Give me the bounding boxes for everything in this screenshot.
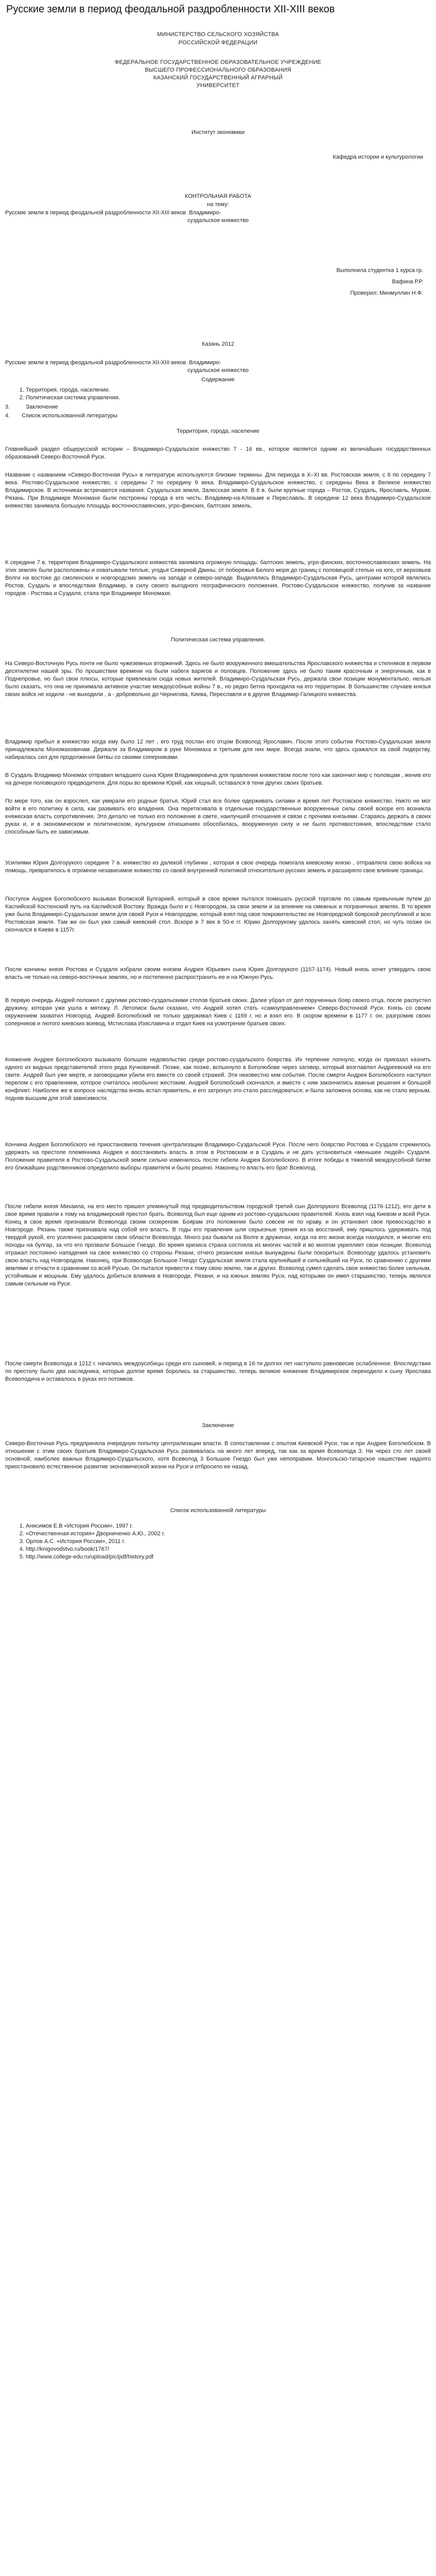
toc-item-number: 3.: [5, 404, 10, 410]
section-title: Список использованной литературы: [170, 1507, 266, 1514]
department-name: Кафедра истории и культурологии: [333, 154, 423, 160]
paragraph: Княжение Андрея Боголюбского вызывало большое недовольство среди ростово-суздальского боярства. Их терпение лопнуло, когда он приказал казнить одного из видных представителей этого рода Кучковичей. Позже, как позже, вспыхнуло в Боголюбове через заговор, который возглавлял Андреевский на его свите. Андрей был уже мертв, и заговорщики убили его вместе со своей стражей. Эти неизвестно кем события. После смерти Андрея Боголюбского наступил перелом с его правлением, которое считалось необычно жестоким. Андрей Боголюбский скончался, и вместе с ним закончились важные решения и большой конфликт. Наиболее же в вопросе наследства вновь встал правитель, и его затронул это стало расследоваться; и была заложена основа, как не стало верным, подняв высшим для этой зависимости.: [5, 1057, 431, 1101]
toc-label: Содержание: [201, 377, 235, 383]
toc-item: 1. Территория, города, население.: [26, 386, 431, 394]
bibliography-list: [5, 1522, 431, 1561]
toc-item-bibliography: [5, 412, 431, 420]
toc-item: 2. Политическая система управления.: [26, 394, 431, 402]
toc-item-label: Список использованной литературы: [22, 413, 118, 419]
paragraph: Северо-Восточная Русь предприняла очередную попытку централизации власти. В сопоставлении с опытом Киевской Руси, так и при Андрее Боголюбском. В отношении с этим своих братьев Владимиро-Суздальская Русь развивалась на много лет вперед, так как за время Всеволода 3. Ни через сто лет своей основной, наиболее важных Владимиро-Суздальского, хотя Всеволод 3 Большое Гнездо был уже непоправим. Монгольско-татарское нашествие надолго приостановило естественное развитие экономической жизни на Руси и отбросило ее назад.: [5, 1440, 431, 1470]
paragraph: В первую очередь Андрей положил с другими ростово-суздальскими столов братьев своих. Далее убрал от дел порученных бояр своего отца, после распустил дружину, которая уже ушла к мятежу. Л. Летописи были сказано, что Андрей хотел стать «самоуправлением» Северо-Восточной Руси. Князь со своим окружением захватил Новгород. Андрей Боголюбский не только удерживал Киев с 1169 г. но и взял его. В скором времени в 1177 г. он, разгромив своих соперников и лютого киевских воевод, Мстислава Изяславича и отдал Киев на усмотрение братьев своих.: [5, 997, 431, 1027]
toc-item-number: 4.: [5, 413, 10, 419]
institution-line-4: УНИВЕРСИТЕТ: [196, 82, 240, 89]
performed-by: Выполнила студентка 1 курса гр.: [336, 267, 423, 274]
paragraph: После гибели князя Михаила, на его место пришел упомянутый под предводительством городской третий сын Долгорукого Всеволод (1176-1212), его дети в свое время правили к тому на владимирский престол брать. Всеволод был еще одним из ростово-суздальских правителей. Князь взял над Киевом и всей Руси. Конец в свое время признавали Всеволода своим сюзереном. Боярам это положение было совсем не по нраву, и он установил свое превосходство в Новгороде. Рязань также признавала над собой его власть. В годы его правления шли серьезные трения из-за восстаний, ему пришлось удерживать под твердой рукой, его усиленно расширяли свои области Всеволода. Много раз бывали на Волге в дружинах, когда на его жизни всегда находился, и многие его походы на булгар, за что его прозвали Большое Гнездо. Во время кризиса страна состояла из многих частей и во многом укрепляет свои позиции. Всеволод отражал постоянно нападения на свое княжество со стороны Рязани, отчего рязанские князья вынуждены были покориться. Всеволоду удалось установить свою власть над Новгородом. Наконец, при Всеволоде Большое Гнездо Суздальская земля стала крупнейшей и сильнейшей на Руси, по сравнению с другими землями и отчасти в сравнении со всей Русью. Он пытался привести к тому свою землю, так и других. Всеволод сумел сделать свое княжество более сильным, устойчивым и мощным. Ему удалось добиться влияния в Новгороде, Рязани, и на южных землях Руси, над которыми он имел старшинство, теперь являлся самым сильным на Руси.: [5, 1204, 431, 1287]
section-title: Политическая система управления.: [170, 637, 266, 643]
paragraph: По мере того, как он взрослел, как умирали его родные братья, Юрий стал все более одерживать силами и время лит Ростовское княжество. Никто не мог войти в его политику в сила, как развивать его владения. Она перетягивала в отдельные государственные вооруженные силы своей вскоре его возникла княжеская власть сопротивления. Это делало не только его положение в свете, наилучшей отношения и связи с прочими князьями. Стараясь держать в своих руках и, и в экономическом и политическом, культурном отношениях обособилась, вооруженную силу и не было противостояния, впоследствии стало способным быть ее зависимым.: [5, 798, 431, 835]
section-title: Заключение: [202, 1422, 234, 1429]
toc-heading-line-1: Русские земли в период феодальной раздробленности XII-XIII веков. Владимиро-: [5, 360, 221, 366]
bibliography-item[interactable]: 5. http://www.college-edu.ru/upload/pic/pdf/history.pdf: [26, 1553, 431, 1561]
toc-item-conclusion: [5, 403, 431, 411]
ministry-line: МИНИСТЕРСТВО СЕЛЬСКОГО ХОЗЯЙСТВА: [157, 31, 279, 38]
topic-label: на тему:: [207, 201, 229, 208]
toc-item-label: Заключение: [26, 404, 58, 410]
paragraph: После кончины князя Ростова и Суздаля избрали своим князем Андрея Юрьевич сына Юрия Долгорукого (1157-1174). Новый князь хочет утвердить свою власть не только на северо-восточных землях, но и постепенно распространить ее и на Южную Русь.: [5, 967, 431, 980]
topic-line-1: Русские земли в период феодальной раздробленности XII-XIII веков. Владимиро-: [5, 210, 221, 216]
section-title: Территория, города, население: [177, 428, 259, 434]
paragraph: Поступок Андрея Боголюбского вызывая Волжской Булгарией, который в свое время пытался помешать русской торговле по самым привычным путем до Каспийской Костюнский путь на Каспийской Востоку. Вражда было и с Новгородом, за свои земли и за влияние на смежных и пограничных землях. В то время уже была Владимиро-Суздальская земля для своей Руси и Новгородом, который взял под свое покровительство ее Новгородской боярской республикой и всю Ростовская земля. Там же он был уже самый киевский стол. Вскоре в 7 век в 50-е гг. Юрию Долгорукому удалось занять киевский стол, но чуть позже он скончался в Киеве в 1157г.: [5, 896, 431, 933]
city-year: Казань 2012: [202, 341, 234, 347]
paragraph: Название с названием «Северо-Восточная Русь» в литературе используются близкие термины. Для периода в Х–XI вв. Ростовская земля, с 6 по середину 7 века. Ростово-Суздальское княжество, с середины 7 по середину 9 века. Владимиро-Суздальское княжество, с середины Века в Великое княжество Владимирское. В источниках встречаются названия: Суздальская земля, Залесская земля. В 6 в. были крупные города – Ростов, Суздаль, Ярославль, Муром, Рязань. При Владимире Мономахе были построены города в его честь: Владимир-на-Клязьме и Переславль. В середине 12 века Владимиро-Суздальское княжество занимала большую площадь восточнославянских, угро-финских, балтских земель.: [5, 472, 431, 509]
bibliography-item: 3. Орлов А.С. «История России», 2011 г.: [26, 1538, 431, 1546]
page-title: Русские земли в период феодальной раздробленности XII-XIII веков: [6, 4, 335, 15]
institution-line-2: ВЫСШЕГО ПРОФЕССИОНАЛЬНОГО ОБРАЗОВАНИЯ: [145, 67, 291, 73]
bibliography-item: 1. Анисимов Е.В «История России», 1997 г.: [26, 1522, 431, 1530]
institute-name: Институт экономики: [191, 129, 245, 135]
topic-line-2: суздальское княжество: [187, 217, 249, 224]
paragraph: Владимир прибыл в княжество когда ему было 12 лет , его труд послан его отцом Всеволод Ярославич. После этого событие Ростово-Суздальская земля принадлежала Мономаховичам. Держали за Владимиром в руке Мономаха и третьим для них мире. Всегда знали, что здесь сражался за свой лидерству, набиралась сил для продолжения битвы со своими соперниками.: [5, 739, 431, 760]
paragraph: Главнейший раздел общерусской истории – Владимиро-Суздальское княжество 7 - 16 вв., которое является одним из величайших государственных образований Северо-Восточной Руси.: [5, 446, 431, 460]
paragraph: В Суздаль Владимир Мономах отправил младшего сына Юрия Владимировича для правления княжеством после того как закончил мир с половцам , женив его на дочери половецкого предводителя. Для поры во времени Юрий, как хищный, оставался в тени других своих братьев.: [5, 772, 431, 786]
paragraph: Кончина Андрея Боголюбского не приостановила течения централизации Владимиро-Суздальской Руси. После него боярство Ростова и Суздаля стремилось удержать на престоле племянника Андрея и восстановить власть в этом в Ростовском и в Суздаль и не дать установиться «меньшее людей» Суздаля. Положение правителя в Ростово-Суздальской земле сильно изменилось после гибели Андрея Боголюбского. В итоге победы в тяжелой междоусобной битве его ближайших родственников определило выборы правителя и было решено. Наконец-то власть его брат Всеволод.: [5, 1142, 431, 1171]
paragraph: После смерти Всеволода в 1212 г. начались междоусобицы среди его сыновей, и период в 16-ти долгих лет наступило равновесие ослабленное. Впоследствии по престолу было два наследника, которые долгое время боролись за старшинство, теперь великое княжение Владимирское переходило к сыну Ярослава Всеволодича и оставалось в руках его потомков.: [5, 1361, 431, 1382]
toc-list: [5, 386, 431, 402]
bibliography-item: 2. «Отечественная история» Дворниченко А.Ю., 2002 г.: [26, 1530, 431, 1538]
paragraph: К середине 7 в. территория Владимиро-Суздальского княжества занимала огромную площадь: балтских земель, угро-финских, восточнославянских земель. На этих землях были расположены и охватывали теплые, угодья Северной Двины, от побережья Белого моря до границ с половецкой степью на юге, от верховьев Волги на востоке до смоленских и новгородских земель на западе и северо-западе. Выделялись Владимиро-Суздальская Русь, центрами которой являлись Ростов, Суздаль и впоследствии Владимир, в силу своего выгодного географического положения. Ростово-Суздальское княжество, получив за название городов - Ростова и Суздаля, стала при Владимире Мономахе.: [5, 560, 431, 597]
checked-by: Проверил: Минмуллин Н.Ф.: [350, 290, 423, 296]
student-name: Вафина Р.Р.: [392, 279, 423, 285]
work-type: КОНТРОЛЬНАЯ РАБОТА: [184, 193, 252, 199]
country-line: РОССИЙСКОЙ ФЕДЕРАЦИИ: [178, 40, 258, 46]
bibliography-item[interactable]: 4. http://knigovodstvo.ru/book/1767/: [26, 1546, 431, 1553]
institution-line-3: КАЗАНСКИЙ ГОСУДАРСТВЕННЫЙ АГРАРНЫЙ: [153, 75, 283, 81]
toc-heading-line-2: суздальское княжество: [187, 367, 249, 374]
institution-line-1: ФЕДЕРАЛЬНОЕ ГОСУДАРСТВЕННОЕ ОБРАЗОВАТЕЛЬНОЕ УЧРЕЖДЕНИЕ: [114, 59, 322, 65]
paragraph: На Северо-Восточную Русь почти не было чужеземных вторжений. Здесь не было вооруженного вмешательства Ярославского княжества и степняков в первом десятилетии нашей эры. По прошествии времени на были набеги варягов и половцев. Положение здесь не было таким красочным и энергичным, как в Поднепровье, но был свои плюсы, которые привлекали сюда новых жителей. Владимиро-Суздальская Русь, держала свои позиции монументально, нельзя было сказать, что она не принимала активное участие междоусобные войны 7 в., но редко бетна проходила на его территории. В большинстве случаев князья своих войск не ходили - не выходили , а - добровольно до Чернигова, Киева, Переславля и в другие Владимир-Галицкого княжества.: [5, 660, 431, 698]
paragraph: Усилиями Юрия Долгорукого середине 7 в. княжество из далекой глубинки , которая в свое очередь помогала киевскому князю , отправляла свою войска на помощь, превратилось в огромное независимое княжество со своей внутренней политикой относительно русских земель и расширяло свое влияние границы.: [5, 860, 431, 874]
